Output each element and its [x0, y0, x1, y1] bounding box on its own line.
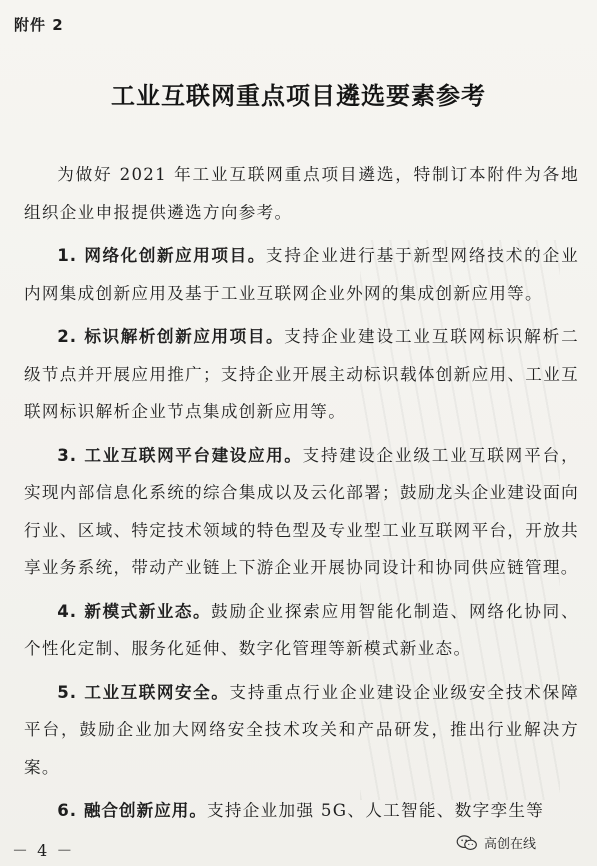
item-paragraph-6: [24, 792, 579, 830]
item-paragraph-5: [24, 674, 579, 787]
document-body: [24, 156, 579, 830]
item-text: 支持企业建设工业互联网标识解析二级节点并开展应用推广；支持企业开展主动标识载体创新应用、工业互联网标识解析企业节点集成创新应用等。: [24, 327, 579, 421]
item-paragraph-1: [24, 237, 579, 312]
item-text: 鼓励企业探索应用智能化制造、网络化协同、个性化定制、服务化延伸、数字化管理等新模式新业态。: [24, 601, 579, 658]
item-text: 支持企业进行基于新型网络技术的企业内网集成创新应用及基于工业互联网企业外网的集成创新应用等。: [24, 246, 579, 303]
item-heading: 4. 新模式新业态。: [57, 601, 212, 621]
item-text: 支持建设企业级工业互联网平台，实现内部信息化系统的综合集成以及云化部署；鼓励龙头企业建设面向行业、区域、特定技术领域的特色型及专业型工业互联网平台，开放共享业务系统，带动产业链上下游企业开展协同设计和协同供应链管理。: [24, 445, 579, 577]
item-paragraph-3: [24, 437, 579, 587]
item-heading: 3. 工业互联网平台建设应用。: [57, 445, 303, 465]
item-text: 支持重点行业企业建设企业级安全技术保障平台，鼓励企业加大网络安全技术攻关和产品研发，推出行业解决方案。: [24, 682, 579, 777]
page-number: － 4 －: [12, 841, 75, 860]
watermark-text: 高创在线: [484, 837, 537, 852]
source-watermark: [456, 833, 536, 852]
item-heading: 5. 工业互联网安全。: [57, 682, 230, 702]
wechat-icon: [456, 835, 478, 851]
item-text: 支持企业加强 5G、人工智能、数字孪生等: [206, 801, 545, 820]
item-heading: 6. 融合创新应用。: [57, 801, 207, 820]
item-paragraph-2: [24, 318, 579, 431]
item-paragraph-4: [24, 593, 579, 668]
attachment-label: 附件 2: [14, 16, 64, 34]
item-heading: 2. 标识解析创新应用项目。: [57, 327, 285, 346]
item-heading: 1. 网络化创新应用项目。: [57, 246, 266, 265]
intro-paragraph: 为做好 2021 年工业互联网重点项目遴选，特制订本附件为各地组织企业申报提供遴选方向参考。: [24, 165, 579, 222]
document-title: 工业互联网重点项目遴选要素参考: [111, 82, 486, 110]
